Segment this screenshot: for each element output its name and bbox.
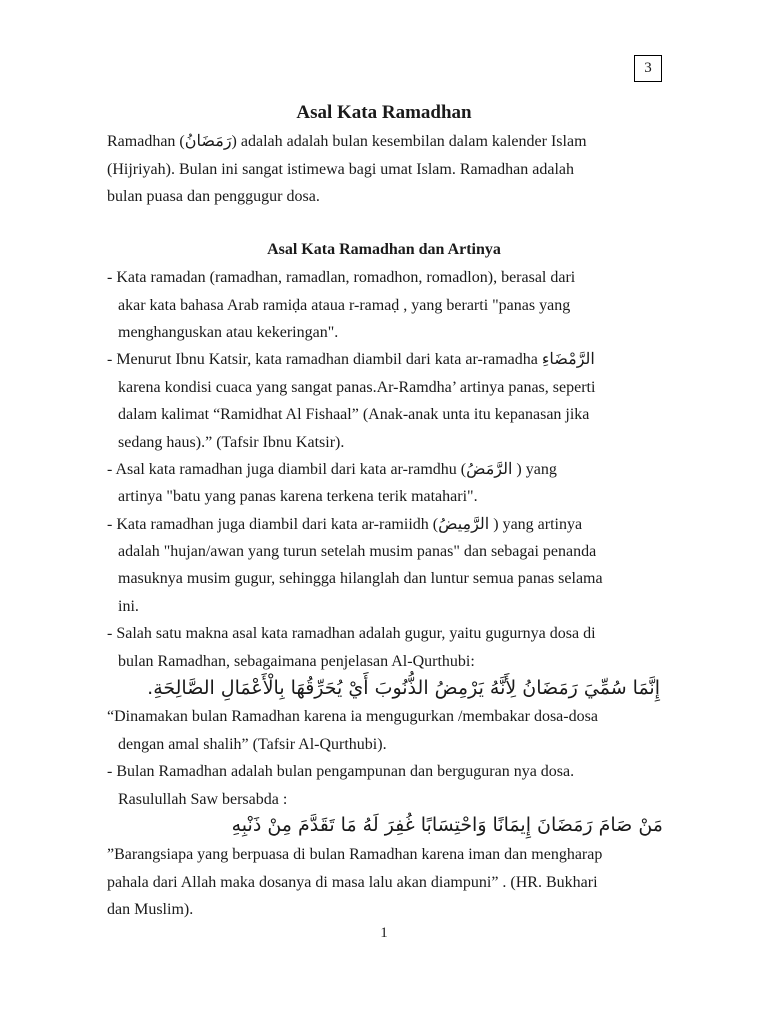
quote-1-line-1: “Dinamakan bulan Ramadhan karena ia mengugurkan /membakar dosa-dosa [107,708,598,725]
bullet-4-line-1: - Kata ramadhan juga diambil dari kata ar-ramiidh (الرَّمِيضُ ) yang artinya [107,516,583,533]
intro-line-1: Ramadhan (رَمَضَانُ) adalah adalah bulan kesembilan dalam kalender Islam [107,133,587,150]
bullet-4-line-3: masuknya musim gugur, sehingga hilanglah dan luntur semua panas selama [118,570,603,587]
arabic-hadith: مَنْ صَامَ رَمَضَانَ إِيمَانًا وَاحْتِسَابًا غُفِرَ لَهُ مَا تَقَدَّمَ مِنْ ذَنْبِهِ [231,814,663,836]
arabic-ar-ramadha: الرَّمْضَاءِ [541,351,595,368]
intro-line-2: (Hijriyah). Bulan ini sangat istimewa bagi umat Islam. Ramadhan adalah [107,161,574,178]
bullet-1-line-1: - Kata ramadan (ramadhan, ramadlan, romadhon, romadlon), berasal dari [107,269,576,286]
bullet-3-line-1: - Asal kata ramadhan juga diambil dari kata ar-ramdhu (الرَّمَضُ ) yang [107,461,557,478]
bullet-4-line-4: ini. [118,598,139,615]
bullet-6-line-2: Rasulullah Saw bersabda : [118,791,288,808]
bullet-2-line-2: karena kondisi cuaca yang sangat panas.Ar-Ramdha’ artinya panas, seperti [118,379,596,396]
arabic-ar-ramiidh: الرَّمِيضُ [438,516,490,533]
arabic-ramadhan: رَمَضَانُ [184,133,232,150]
bullet-1-line-3: menghanguskan atau kekeringan". [118,324,339,341]
quote-2-line-1: ”Barangsiapa yang berpuasa di bulan Ramadhan karena iman dan mengharap [107,846,603,863]
intro-line-3: bulan puasa dan penggugur dosa. [107,188,320,205]
bullet-1-line-2: akar kata bahasa Arab ramiḍa ataua r-ramaḍ , yang berarti "panas yang [118,297,571,314]
quote-2-line-2: pahala dari Allah maka dosanya di masa lalu akan diampuni” . (HR. Bukhari [107,874,598,891]
bullet-6-line-1: - Bulan Ramadhan adalah bulan pengampunan dan berguguran nya dosa. [107,763,575,780]
bullet-2-line-3: dalam kalimat “Ramidhat Al Fishaal” (Anak-anak unta itu kepanasan jika [118,406,590,423]
quote-2-line-3: dan Muslim). [107,901,194,918]
arabic-ar-ramdhu: الرَّمَضُ [466,461,513,478]
bullet-3-line-2: artinya "batu yang panas karena terkena terik matahari". [118,488,478,505]
bullet-2-line-1: - Menurut Ibnu Katsir, kata ramadhan diambil dari kata ar-ramadha الرَّمْضَاءِ [107,351,595,368]
bullet-5-line-1: - Salah satu makna asal kata ramadhan adalah gugur, yaitu gugurnya dosa di [107,625,596,642]
bullet-5-line-2: bulan Ramadhan, sebagaimana penjelasan Al-Qurthubi: [118,653,475,670]
page-number: 1 [380,925,388,941]
bullet-2-line-4: sedang haus).” (Tafsir Ibnu Katsir). [118,434,345,451]
quote-1-line-2: dengan amal shalih” (Tafsir Al-Qurthubi). [118,736,387,753]
page-title: Asal Kata Ramadhan [296,102,472,123]
section-subtitle: Asal Kata Ramadhan dan Artinya [267,241,501,258]
bullet-4-line-2: adalah "hujan/awan yang turun setelah musim panas" dan sebagai penanda [118,543,597,560]
page-box-number: 3 [634,55,662,82]
arabic-qurthubi-quote: إِنَّمَا سُمِّيَ رَمَضَانُ لِأَنَّهُ يَرْمِضُ الذُّنُوبَ أَيْ يُحَرِّقُهَا بِالْأَعْمَالِ الصَّالِحَةِ. [147,677,660,699]
